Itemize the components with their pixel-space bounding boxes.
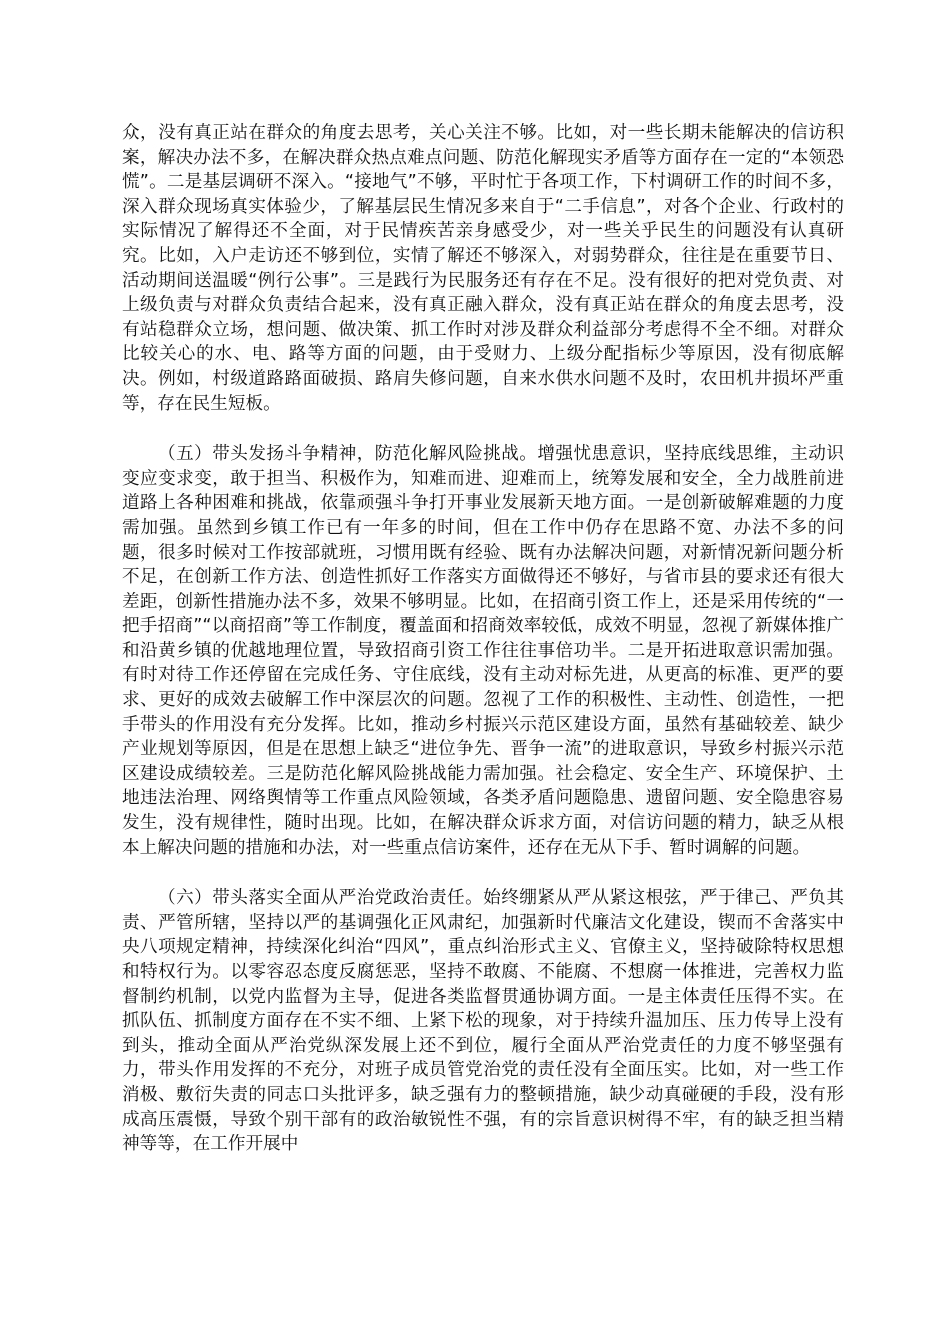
paragraph-section-five: （五）带头发扬斗争精神，防范化解风险挑战。增强忧患意识，坚持底线思维，主动识变应变求变，敢于担当、积极作为，知难而进、迎难而上，统筹发展和安全，全力战胜前进道路上各种困难和挑战，依靠顽强斗争打开事业发展新天地方面。一是创新破解难题的力度需加强。虽然到乡镇工作已有一年多的时间，但在工作中仍存在思路不宽、办法不多的问题，很多时候对工作按部就班，习惯用既有经验、既有办法解决问题，对新情况新问题分析不足，在创新工作方法、创造性抓好工作落实方面做得还不够好，与省市县的要求还有很大差距，创新性措施办法不多，效果不够明显。比如，在招商引资工作上，还是采用传统的“一把手招商”“以商招商”等工作制度，覆盖面和招商效率较低，成效不明显，忽视了新媒体推广和沿黄乡镇的优越地理位置，导致招商引资工作往往事倍功半。二是开拓进取意识需加强。有时对待工作还停留在完成任务、守住底线，没有主动对标先进，从更高的标准、更严的要求、更好的成效去破解工作中深层次的问题。忽视了工作的积极性、主动性、创造性，一把手带头的作用没有充分发挥。比如，推动乡村振兴示范区建设方面，虽然有基础较差、缺少产业规划等原因，但是在思想上缺乏“进位争先、晋争一流”的进取意识，导致乡村振兴示范区建设成绩较差。三是防范化解风险挑战能力需加强。社会稳定、安全生产、环境保护、土地违法治理、网络舆情等工作重点风险领域，各类矛盾问题隐患、遗留问题、安全隐患容易发生，没有规律性，随时出现。比如，在解决群众诉求方面，对信访问题的精力，缺乏从根本上解决问题的措施和办法，对一些重点信访案件，还存在无从下手、暂时调解的问题。 xyxy=(122,444,844,858)
document-body xyxy=(122,121,844,1157)
paragraph-continuation: 众，没有真正站在群众的角度去思考，关心关注不够。比如，对一些长期未能解决的信访积案，解决办法不多，在解决群众热点难点问题、防范化解现实矛盾等方面存在一定的“本领恐慌”。二是基层调研不深入。“接地气”不够，平时忙于各项工作，下村调研工作的时间不多，深入群众现场真实体验少，了解基层民生情况多来自于“二手信息”，对各个企业、行政村的实际情况了解得还不全面，对于民情疾苦亲身感受少，对一些关乎民生的问题没有认真研究。比如，入户走访还不够到位，实情了解还不够深入，对弱势群众，往往是在重要节日、活动期间送温暖“例行公事”。三是践行为民服务还有存在不足。没有很好的把对党负责、对上级负责与对群众负责结合起来，没有真正融入群众，没有真正站在群众的角度去思考，没有站稳群众立场，想问题、做决策、抓工作时对涉及群众利益部分考虑得不全不细。对群众比较关心的水、电、路等方面的问题，由于受财力、上级分配指标少等原因，没有彻底解决。例如，村级道路路面破损、路肩失修问题，自来水供水问题不及时，农田机井损坏严重等，存在民生短板。 xyxy=(122,123,844,414)
paragraph-section-six: （六）带头落实全面从严治党政治责任。始终绷紧从严从紧这根弦，严于律己、严负其责、严管所辖，坚持以严的基调强化正风肃纪，加强新时代廉洁文化建设，锲而不舍落实中央八项规定精神，持续深化纠治“四风”，重点纠治形式主义、官僚主义，坚持破除特权思想和特权行为。以零容忍态度反腐惩恶，坚持不敢腐、不能腐、不想腐一体推进，完善权力监督制约机制，以党内监督为主导，促进各类监督贯通协调方面。一是主体责任压得不实。在抓队伍、抓制度方面存在不实不细、上紧下松的现象，对于持续升温加压、压力传导上没有到头，推动全面从严治党纵深发展上还不到位，履行全面从严治党责任的力度不够坚强有力，带头作用发挥的不充分，对班子成员管党治党的责任没有全面压实。比如，对一些工作消极、敷衍失责的同志口头批评多，缺乏强有力的整顿措施，缺少动真碰硬的手段，没有形成高压震慑，导致个别干部有的政治敏锐性不强，有的宗旨意识树得不牢，有的缺乏担当精神等等，在工作开展中 xyxy=(122,888,844,1155)
